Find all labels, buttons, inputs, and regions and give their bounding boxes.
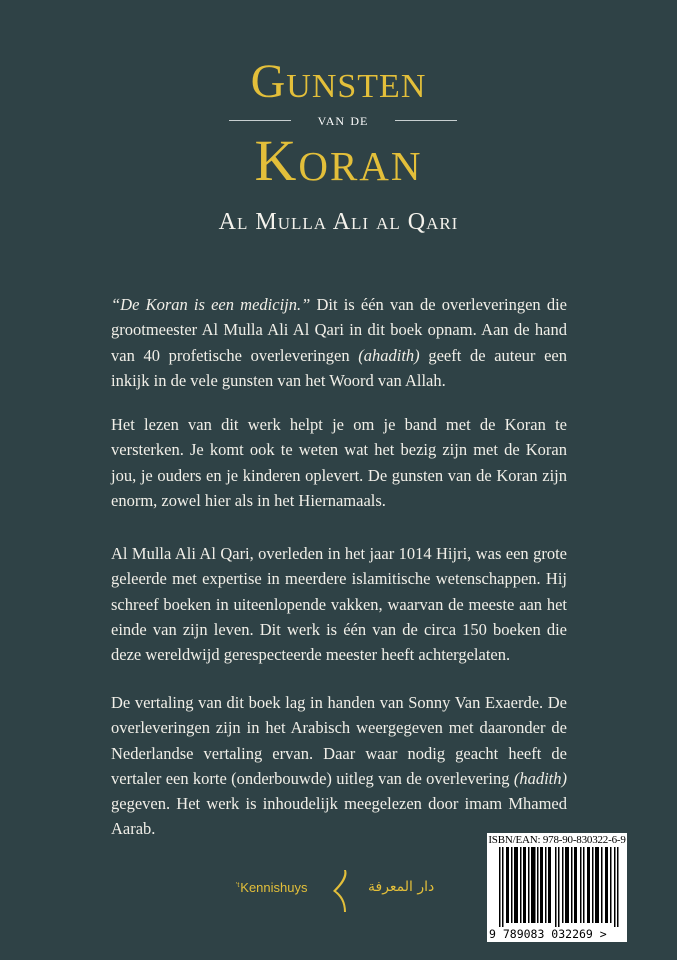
blurb-paragraph-2 <box>111 412 567 513</box>
blurb-quote: “De Koran is een medicijn.” <box>111 295 311 314</box>
barcode-bars-icon <box>499 847 619 927</box>
title-gunsten: Gunsten <box>250 55 427 108</box>
kennishuys-prefix: 't <box>236 882 240 889</box>
title-rule-left <box>229 120 291 121</box>
blurb-text: Al Mulla Ali Al Qari, overleden in het jaar 1014 Hijri, was een grote geleerde met expertise in meerdere islamitische wetenschappen. Hij schreef boeken in uiteenlopende vakken, waarvan de meeste aan het einde van zijn leven. Dit werk is één van de circa 150 boeken die deze wereldwijd gerespecteerde meester heeft achtergelaten. <box>111 544 567 665</box>
blurb-text: gegeven. Het werk is inhoudelijk meegelezen door imam Mhamed Aarab. <box>111 794 567 839</box>
ean-digits: 9 789083 032269 > <box>489 927 607 941</box>
title-van-de: van de <box>317 110 369 129</box>
kennishuys-name: Kennishuys <box>240 880 308 895</box>
publisher-logos <box>228 868 460 914</box>
kennishuys-logo <box>236 880 308 896</box>
blurb-text: De vertaling van dit boek lag in handen van Sonny Van Exaerde. De overleveringen zijn in het Arabisch weergegeven met daaronder de Nederlandse vertaling ervan. Daar waar nodig geacht heeft de vertaler een korte (onderbouwde) uitleg van de overlevering <box>111 693 567 788</box>
title-rule-right <box>395 120 457 121</box>
title-connector <box>229 110 457 130</box>
blurb-paragraph-3 <box>111 541 567 667</box>
author-name: Al Mulla Ali al Qari <box>218 209 459 235</box>
blurb-paragraph-4 <box>111 690 567 842</box>
dar-al-marifa-logo: دار المعرفة <box>368 879 435 895</box>
title-koran: Koran <box>254 128 423 193</box>
publisher-divider-icon <box>330 868 350 914</box>
isbn-label: ISBN/EAN: 978-90-830322-6-9 <box>488 834 626 846</box>
blurb-text: geeft de auteur een inkijk in de vele gunsten van het Woord van Allah. <box>111 345 567 390</box>
blurb-term-ahadith: (ahadith) <box>358 345 420 365</box>
isbn-barcode <box>487 833 627 942</box>
blurb-text: Het lezen van dit werk helpt je om je band met de Koran te versterken. Je komt ook te weten wat het bezig zijn met de Koran jou, je ouders en je kinderen oplevert. De gunsten van de Koran zijn enorm, zowel hier als in het Hiernamaals. <box>111 415 567 510</box>
blurb-paragraph-1 <box>111 292 567 393</box>
blurb-term-hadith: (hadith) <box>513 768 567 788</box>
blurb-text: Dit is één van de overleveringen die grootmeester Al Mulla Ali Al Qari in dit boek opnam. Aan de hand van 40 profetische overleveringen <box>111 295 567 365</box>
